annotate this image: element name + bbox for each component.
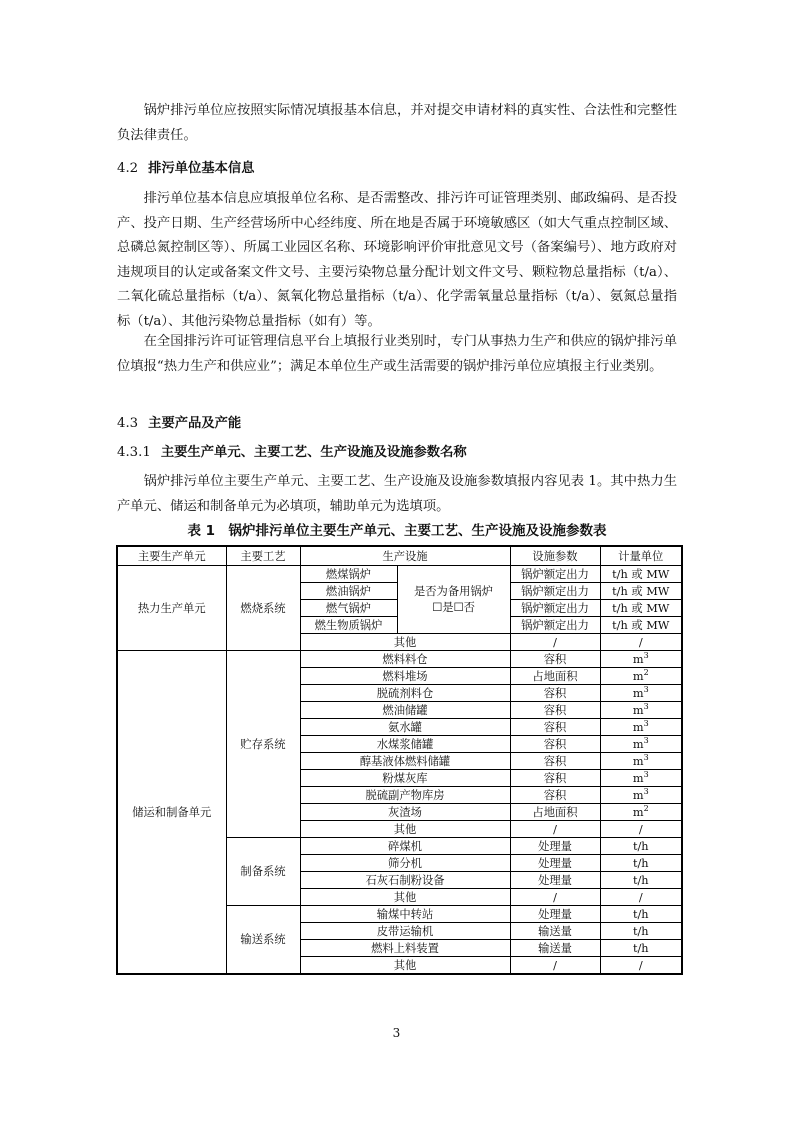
cell-parameter: 容积 <box>510 770 600 787</box>
cell-facility: 碎煤机 <box>300 838 510 855</box>
cell-parameter: 容积 <box>510 736 600 753</box>
unit-text: m <box>632 669 644 683</box>
cell-measure-unit: / <box>600 957 682 975</box>
standby-checkboxes: ☐是☐否 <box>432 600 475 614</box>
unit-superscript: 3 <box>643 650 649 660</box>
heading-4-3-1-number: 4.3.1 <box>117 445 151 460</box>
cell-facility: 其他 <box>300 957 510 975</box>
cell-parameter: / <box>510 889 600 906</box>
cell-measure-unit: t/h 或 MW <box>600 617 682 634</box>
cell-facility: 脱硫剂料仓 <box>300 685 510 702</box>
unit-text: m <box>632 805 644 819</box>
cell-process-combustion: 燃烧系统 <box>226 566 300 651</box>
cell-facility: 燃煤锅炉 <box>300 566 397 583</box>
header-facility: 生产设施 <box>300 546 510 566</box>
unit-text: m <box>632 652 644 666</box>
cell-unit-thermal: 热力生产单元 <box>117 566 226 651</box>
cell-measure-unit: t/h 或 MW <box>600 566 682 583</box>
cell-facility: 灰渣场 <box>300 804 510 821</box>
heading-4-2-number: 4.2 <box>117 161 139 176</box>
cell-measure-unit <box>600 685 682 702</box>
cell-measure-unit: t/h <box>600 872 682 889</box>
cell-parameter: 处理量 <box>510 906 600 923</box>
header-process: 主要工艺 <box>226 546 300 566</box>
cell-facility: 燃料堆场 <box>300 668 510 685</box>
cell-parameter: 容积 <box>510 719 600 736</box>
cell-facility: 燃油锅炉 <box>300 583 397 600</box>
cell-facility: 燃气锅炉 <box>300 600 397 617</box>
cell-measure-unit: / <box>600 889 682 906</box>
unit-superscript: 2 <box>643 803 649 813</box>
heading-4-2-text: 排污单位基本信息 <box>148 161 255 176</box>
cell-process-storage: 贮存系统 <box>226 651 300 838</box>
cell-parameter: 锅炉额定出力 <box>510 566 600 583</box>
cell-facility: 粉煤灰库 <box>300 770 510 787</box>
table-header-row <box>117 546 682 566</box>
cell-facility: 其他 <box>300 889 510 906</box>
paragraph-basic-info: 排污单位基本信息应填报单位名称、是否需整改、排污许可证管理类别、邮政编码、是否投产、投产日期、生产经营场所中心经纬度、所在地是否属于环境敏感区（如大气重点控制区域、总磷总氮控制区等）、所属工业园区名称、环境影响评价审批意见文号（备案编号）、地方政府对违规项目的认定或备案文件文号、主要污染物总量分配计划文件文号、颗粒物总量指标（t/a）、二氧化硫总量指标（t/a）、氮氧化物总量指标（t/a）、化学需氧量总量指标（t/a）、氨氮总量指标（t/a）、其他污染物总量指标（如有）等。 <box>117 191 677 329</box>
cell-parameter: 容积 <box>510 753 600 770</box>
cell-measure-unit: t/h <box>600 855 682 872</box>
paragraph-industry-category: 在全国排污许可证管理信息平台上填报行业类别时，专门从事热力生产和供应的锅炉排污单位填报“热力生产和供应业”；满足本单位生产或生活需要的锅炉排污单位应填报主行业类别。 <box>117 334 677 374</box>
cell-facility: 水煤浆储罐 <box>300 736 510 753</box>
cell-process-transport: 输送系统 <box>226 906 300 975</box>
unit-superscript: 3 <box>643 769 649 779</box>
cell-facility: 其他 <box>300 821 510 838</box>
cell-facility: 皮带运输机 <box>300 923 510 940</box>
cell-measure-unit: / <box>600 634 682 651</box>
cell-facility: 氨水罐 <box>300 719 510 736</box>
unit-text: m <box>632 754 644 768</box>
cell-parameter: 占地面积 <box>510 668 600 685</box>
heading-4-2 <box>117 157 255 176</box>
cell-measure-unit <box>600 804 682 821</box>
cell-unit-storage: 储运和制备单元 <box>117 651 226 975</box>
unit-superscript: 3 <box>643 701 649 711</box>
cell-measure-unit <box>600 651 682 668</box>
unit-text: m <box>632 703 644 717</box>
table-row <box>117 651 682 668</box>
cell-facility: 燃生物质锅炉 <box>300 617 397 634</box>
cell-parameter: / <box>510 957 600 975</box>
table-row <box>117 566 682 583</box>
cell-standby-boiler <box>397 566 510 634</box>
unit-superscript: 3 <box>643 735 649 745</box>
page-number: 3 <box>392 1026 401 1040</box>
cell-measure-unit <box>600 770 682 787</box>
unit-text: m <box>632 686 644 700</box>
header-parameter: 设施参数 <box>510 546 600 566</box>
cell-facility: 脱硫副产物库房 <box>300 787 510 804</box>
cell-measure-unit <box>600 668 682 685</box>
cell-parameter: / <box>510 634 600 651</box>
cell-facility: 其他 <box>300 634 510 651</box>
cell-measure-unit <box>600 719 682 736</box>
cell-measure-unit <box>600 787 682 804</box>
heading-4-3-number: 4.3 <box>117 416 139 431</box>
paragraph-table-intro: 锅炉排污单位主要生产单元、主要工艺、生产设施及设施参数填报内容见表 1。其中热力生产单元、储运和制备单元为必填项，辅助单元为选填项。 <box>117 474 677 514</box>
cell-process-preparation: 制备系统 <box>226 838 300 906</box>
unit-superscript: 3 <box>643 786 649 796</box>
cell-parameter: 占地面积 <box>510 804 600 821</box>
cell-parameter: 容积 <box>510 702 600 719</box>
cell-parameter: / <box>510 821 600 838</box>
header-measure-unit: 计量单位 <box>600 546 682 566</box>
table-1 <box>116 545 683 975</box>
cell-parameter: 处理量 <box>510 855 600 872</box>
unit-superscript: 3 <box>643 718 649 728</box>
cell-parameter: 输送量 <box>510 923 600 940</box>
header-unit: 主要生产单元 <box>117 546 226 566</box>
paragraph-responsibility: 锅炉排污单位应按照实际情况填报基本信息，并对提交申请材料的真实性、合法性和完整性负法律责任。 <box>117 103 677 143</box>
cell-parameter: 锅炉额定出力 <box>510 583 600 600</box>
cell-measure-unit: t/h 或 MW <box>600 583 682 600</box>
unit-text: m <box>632 788 644 802</box>
table-1-caption: 表 1 锅炉排污单位主要生产单元、主要工艺、生产设施及设施参数表 <box>187 523 607 539</box>
heading-4-3 <box>117 412 241 431</box>
cell-measure-unit: t/h <box>600 940 682 957</box>
heading-4-3-1-text: 主要生产单元、主要工艺、生产设施及设施参数名称 <box>160 445 467 460</box>
cell-facility: 输煤中转站 <box>300 906 510 923</box>
cell-facility: 筛分机 <box>300 855 510 872</box>
cell-parameter: 处理量 <box>510 872 600 889</box>
cell-measure-unit: / <box>600 821 682 838</box>
cell-measure-unit <box>600 736 682 753</box>
cell-facility: 石灰石制粉设备 <box>300 872 510 889</box>
cell-parameter: 输送量 <box>510 940 600 957</box>
cell-measure-unit: t/h 或 MW <box>600 600 682 617</box>
unit-text: m <box>632 720 644 734</box>
cell-facility: 燃料上料装置 <box>300 940 510 957</box>
cell-measure-unit: t/h <box>600 906 682 923</box>
cell-facility: 燃油储罐 <box>300 702 510 719</box>
unit-superscript: 2 <box>643 667 649 677</box>
cell-measure-unit: t/h <box>600 923 682 940</box>
unit-superscript: 3 <box>643 684 649 694</box>
cell-parameter: 处理量 <box>510 838 600 855</box>
cell-parameter: 锅炉额定出力 <box>510 617 600 634</box>
cell-parameter: 锅炉额定出力 <box>510 600 600 617</box>
cell-facility: 醇基液体燃料储罐 <box>300 753 510 770</box>
cell-parameter: 容积 <box>510 787 600 804</box>
heading-4-3-1 <box>117 441 467 460</box>
heading-4-3-text: 主要产品及产能 <box>148 416 242 431</box>
unit-superscript: 3 <box>643 752 649 762</box>
unit-text: m <box>632 737 644 751</box>
unit-text: m <box>632 771 644 785</box>
cell-facility: 燃料料仓 <box>300 651 510 668</box>
cell-parameter: 容积 <box>510 685 600 702</box>
cell-measure-unit: t/h <box>600 838 682 855</box>
cell-parameter: 容积 <box>510 651 600 668</box>
standby-question: 是否为备用锅炉 <box>413 584 494 598</box>
cell-measure-unit <box>600 702 682 719</box>
cell-measure-unit <box>600 753 682 770</box>
